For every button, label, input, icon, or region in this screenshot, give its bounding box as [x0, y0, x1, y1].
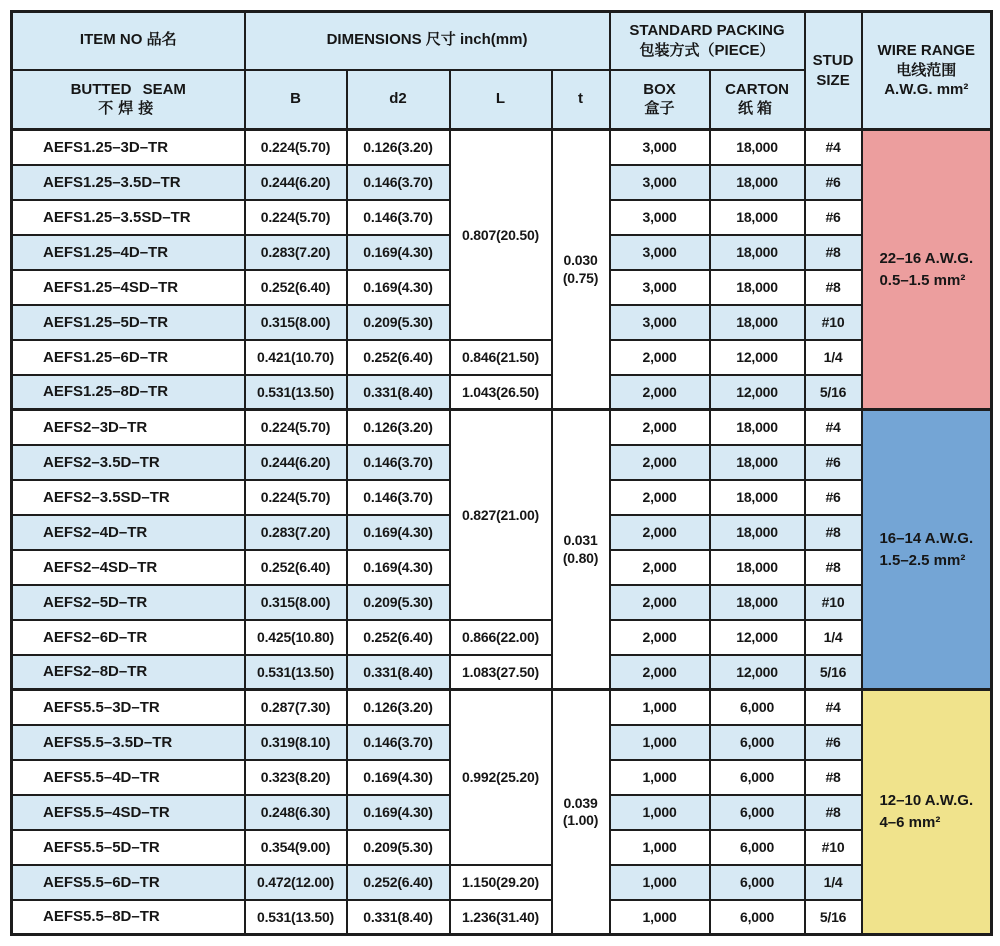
dim-d2-cell: 0.126(3.20) — [347, 410, 450, 445]
dim-b-cell: 0.252(6.40) — [245, 550, 347, 585]
header-col-b: B — [245, 70, 347, 130]
thickness-t-cell — [552, 410, 610, 690]
table-header — [12, 12, 992, 130]
dim-l-merged-cell: 0.827(21.00) — [450, 410, 552, 620]
wire-range-cell — [862, 410, 992, 690]
dim-d2-cell: 0.209(5.30) — [347, 585, 450, 620]
box-qty-cell: 1,000 — [610, 690, 710, 725]
wire-range-line: 0.5–1.5 mm² — [879, 271, 966, 289]
stud-size-cell: #8 — [805, 795, 862, 830]
box-qty-cell: 1,000 — [610, 725, 710, 760]
dim-d2-cell: 0.126(3.20) — [347, 130, 450, 165]
table-row — [12, 690, 992, 725]
carton-qty-cell: 18,000 — [710, 270, 805, 305]
box-qty-cell: 1,000 — [610, 865, 710, 900]
wire-range-line: 22–16 A.W.G. — [879, 249, 974, 267]
carton-qty-cell: 18,000 — [710, 445, 805, 480]
dim-d2-cell: 0.169(4.30) — [347, 795, 450, 830]
item-no-cell: AEFS1.25–8D–TR — [12, 375, 245, 410]
dim-b-cell: 0.283(7.20) — [245, 515, 347, 550]
carton-qty-cell: 18,000 — [710, 130, 805, 165]
item-no-cell: AEFS2–4SD–TR — [12, 550, 245, 585]
item-no-cell: AEFS5.5–4D–TR — [12, 760, 245, 795]
box-qty-cell: 3,000 — [610, 200, 710, 235]
dim-b-cell: 0.315(8.00) — [245, 305, 347, 340]
item-no-cell: AEFS2–6D–TR — [12, 620, 245, 655]
stud-size-cell: #4 — [805, 130, 862, 165]
stud-size-cell: #8 — [805, 270, 862, 305]
item-no-cell: AEFS2–4D–TR — [12, 515, 245, 550]
carton-qty-cell: 18,000 — [710, 410, 805, 445]
box-qty-cell: 3,000 — [610, 305, 710, 340]
header-standard-packing-en: STANDARD PACKING — [629, 22, 785, 40]
carton-qty-cell: 12,000 — [710, 655, 805, 690]
table-row — [12, 340, 992, 375]
dim-d2-cell: 0.146(3.70) — [347, 165, 450, 200]
box-qty-cell: 3,000 — [610, 270, 710, 305]
wire-range-line: 1.5–2.5 mm² — [879, 551, 966, 569]
dim-d2-cell: 0.146(3.70) — [347, 725, 450, 760]
carton-qty-cell: 6,000 — [710, 725, 805, 760]
dim-d2-cell: 0.169(4.30) — [347, 550, 450, 585]
thickness-line: (0.80) — [562, 549, 599, 566]
spec-table — [10, 10, 993, 936]
wire-range-cell — [862, 690, 992, 935]
dim-d2-cell: 0.169(4.30) — [347, 270, 450, 305]
header-dimensions: DIMENSIONS 尺寸 inch(mm) — [245, 12, 610, 70]
carton-qty-cell: 18,000 — [710, 165, 805, 200]
stud-size-cell: #8 — [805, 550, 862, 585]
header-butted-seam-en: BUTTED SEAM — [70, 80, 186, 98]
header-col-t: t — [552, 70, 610, 130]
header-stud-size-line1: STUD — [812, 52, 854, 69]
stud-size-cell: 1/4 — [805, 340, 862, 375]
dim-d2-cell: 0.146(3.70) — [347, 480, 450, 515]
dim-b-cell: 0.323(8.20) — [245, 760, 347, 795]
dim-l-cell: 0.846(21.50) — [450, 340, 552, 375]
dim-d2-cell: 0.169(4.30) — [347, 515, 450, 550]
item-no-cell: AEFS1.25–3.5SD–TR — [12, 200, 245, 235]
carton-qty-cell: 6,000 — [710, 760, 805, 795]
dim-d2-cell: 0.169(4.30) — [347, 760, 450, 795]
wire-range-text — [879, 528, 973, 572]
item-no-cell: AEFS1.25–4D–TR — [12, 235, 245, 270]
item-no-cell: AEFS5.5–4SD–TR — [12, 795, 245, 830]
header-box — [610, 70, 710, 130]
stud-size-cell: #6 — [805, 165, 862, 200]
item-no-cell: AEFS2–8D–TR — [12, 655, 245, 690]
stud-size-cell: #8 — [805, 760, 862, 795]
dim-b-cell: 0.287(7.30) — [245, 690, 347, 725]
item-no-cell: AEFS5.5–3D–TR — [12, 690, 245, 725]
carton-qty-cell: 18,000 — [710, 200, 805, 235]
header-col-l: L — [450, 70, 552, 130]
dim-l-cell: 0.866(22.00) — [450, 620, 552, 655]
stud-size-cell: #6 — [805, 445, 862, 480]
thickness-line: 0.039 — [563, 794, 598, 811]
header-box-cn: 盒子 — [644, 100, 675, 118]
wire-range-line: 16–14 A.W.G. — [879, 529, 974, 547]
stud-size-cell: #4 — [805, 690, 862, 725]
dim-l-merged-cell: 0.992(25.20) — [450, 690, 552, 865]
box-qty-cell: 2,000 — [610, 655, 710, 690]
header-butted-seam — [12, 70, 245, 130]
dim-b-cell: 0.244(6.20) — [245, 445, 347, 480]
item-no-cell: AEFS5.5–3.5D–TR — [12, 725, 245, 760]
box-qty-cell: 2,000 — [610, 375, 710, 410]
stud-size-cell: 5/16 — [805, 900, 862, 935]
header-carton-cn: 纸箱 — [738, 100, 777, 118]
dim-d2-cell: 0.252(6.40) — [347, 865, 450, 900]
item-no-cell: AEFS2–3.5SD–TR — [12, 480, 245, 515]
table-row — [12, 375, 992, 410]
item-no-cell: AEFS2–5D–TR — [12, 585, 245, 620]
dim-b-cell: 0.283(7.20) — [245, 235, 347, 270]
dim-l-cell: 1.043(26.50) — [450, 375, 552, 410]
wire-range-line: 12–10 A.W.G. — [879, 792, 974, 810]
box-qty-cell: 3,000 — [610, 235, 710, 270]
carton-qty-cell: 18,000 — [710, 515, 805, 550]
item-no-cell: AEFS2–3D–TR — [12, 410, 245, 445]
dim-b-cell: 0.421(10.70) — [245, 340, 347, 375]
dim-b-cell: 0.315(8.00) — [245, 585, 347, 620]
dim-b-cell: 0.472(12.00) — [245, 865, 347, 900]
dim-d2-cell: 0.331(8.40) — [347, 900, 450, 935]
thickness-t-cell — [552, 690, 610, 935]
stud-size-cell: 1/4 — [805, 620, 862, 655]
dim-l-cell: 1.083(27.50) — [450, 655, 552, 690]
thickness-t-cell — [552, 130, 610, 410]
table-row — [12, 655, 992, 690]
table-row — [12, 410, 992, 445]
header-wire-range-en: WIRE RANGE — [877, 42, 976, 60]
carton-qty-cell: 12,000 — [710, 620, 805, 655]
box-qty-cell: 2,000 — [610, 620, 710, 655]
item-no-cell: AEFS5.5–8D–TR — [12, 900, 245, 935]
dim-d2-cell: 0.169(4.30) — [347, 235, 450, 270]
dim-b-cell: 0.252(6.40) — [245, 270, 347, 305]
dim-b-cell: 0.531(13.50) — [245, 900, 347, 935]
carton-qty-cell: 6,000 — [710, 900, 805, 935]
stud-size-cell: #6 — [805, 725, 862, 760]
wire-range-cell — [862, 130, 992, 410]
item-no-cell: AEFS1.25–4SD–TR — [12, 270, 245, 305]
dim-b-cell: 0.224(5.70) — [245, 200, 347, 235]
dim-d2-cell: 0.252(6.40) — [347, 340, 450, 375]
dim-d2-cell: 0.331(8.40) — [347, 375, 450, 410]
header-wire-range — [862, 12, 992, 130]
stud-size-cell: #6 — [805, 480, 862, 515]
stud-size-cell: 5/16 — [805, 375, 862, 410]
thickness-line: (1.00) — [562, 812, 599, 828]
box-qty-cell: 2,000 — [610, 410, 710, 445]
dim-b-cell: 0.224(5.70) — [245, 410, 347, 445]
carton-qty-cell: 6,000 — [710, 830, 805, 865]
carton-qty-cell: 18,000 — [710, 305, 805, 340]
dim-b-cell: 0.531(13.50) — [245, 655, 347, 690]
carton-qty-cell: 6,000 — [710, 690, 805, 725]
dim-b-cell: 0.244(6.20) — [245, 165, 347, 200]
box-qty-cell: 2,000 — [610, 340, 710, 375]
dim-b-cell: 0.224(5.70) — [245, 130, 347, 165]
item-no-cell: AEFS1.25–3.5D–TR — [12, 165, 245, 200]
header-butted-seam-cn: 不焊接 — [98, 100, 159, 118]
dim-b-cell: 0.354(9.00) — [245, 830, 347, 865]
dim-b-cell: 0.531(13.50) — [245, 375, 347, 410]
header-wire-range-cn: 电线范围 — [896, 61, 957, 79]
dim-d2-cell: 0.146(3.70) — [347, 200, 450, 235]
item-no-cell: AEFS1.25–3D–TR — [12, 130, 245, 165]
carton-qty-cell: 18,000 — [710, 235, 805, 270]
dim-d2-cell: 0.209(5.30) — [347, 305, 450, 340]
dim-l-cell: 1.236(31.40) — [450, 900, 552, 935]
header-carton — [710, 70, 805, 130]
stud-size-cell: #8 — [805, 235, 862, 270]
stud-size-cell: #10 — [805, 305, 862, 340]
header-wire-range-unit: A.W.G. mm² — [884, 81, 969, 99]
stud-size-cell: #6 — [805, 200, 862, 235]
carton-qty-cell: 6,000 — [710, 795, 805, 830]
dim-d2-cell: 0.146(3.70) — [347, 445, 450, 480]
box-qty-cell: 2,000 — [610, 550, 710, 585]
stud-size-cell: #8 — [805, 515, 862, 550]
dim-b-cell: 0.248(6.30) — [245, 795, 347, 830]
dim-d2-cell: 0.209(5.30) — [347, 830, 450, 865]
thickness-line: 0.031 — [563, 532, 598, 548]
thickness-line: (0.75) — [562, 269, 599, 286]
box-qty-cell: 2,000 — [610, 515, 710, 550]
wire-range-text — [879, 248, 973, 292]
box-qty-cell: 2,000 — [610, 585, 710, 620]
box-qty-cell: 2,000 — [610, 445, 710, 480]
header-standard-packing-cn: 包装方式（PIECE） — [639, 41, 775, 59]
header-box-en: BOX — [643, 80, 676, 98]
dim-b-cell: 0.425(10.80) — [245, 620, 347, 655]
header-standard-packing — [610, 12, 805, 70]
box-qty-cell: 3,000 — [610, 165, 710, 200]
stud-size-cell: #10 — [805, 585, 862, 620]
dim-l-cell: 1.150(29.20) — [450, 865, 552, 900]
box-qty-cell: 1,000 — [610, 900, 710, 935]
item-no-cell: AEFS5.5–5D–TR — [12, 830, 245, 865]
item-no-cell: AEFS1.25–5D–TR — [12, 305, 245, 340]
stud-size-cell: 1/4 — [805, 865, 862, 900]
carton-qty-cell: 18,000 — [710, 550, 805, 585]
item-no-cell: AEFS1.25–6D–TR — [12, 340, 245, 375]
table-row — [12, 900, 992, 935]
header-item-no: ITEM NO 品名 — [12, 12, 245, 70]
box-qty-cell: 1,000 — [610, 830, 710, 865]
thickness-line: 0.030 — [563, 252, 598, 268]
dim-d2-cell: 0.331(8.40) — [347, 655, 450, 690]
header-stud-size — [805, 12, 862, 130]
header-stud-size-line2: SIZE — [816, 71, 850, 89]
stud-size-cell: 5/16 — [805, 655, 862, 690]
stud-size-cell: #4 — [805, 410, 862, 445]
item-no-cell: AEFS5.5–6D–TR — [12, 865, 245, 900]
dim-l-merged-cell: 0.807(20.50) — [450, 130, 552, 340]
carton-qty-cell: 6,000 — [710, 865, 805, 900]
box-qty-cell: 1,000 — [610, 795, 710, 830]
wire-range-line: 4–6 mm² — [879, 814, 941, 831]
item-no-cell: AEFS2–3.5D–TR — [12, 445, 245, 480]
carton-qty-cell: 12,000 — [710, 340, 805, 375]
table-body — [12, 130, 992, 935]
stud-size-cell: #10 — [805, 830, 862, 865]
header-row-1 — [12, 12, 992, 70]
dim-d2-cell: 0.252(6.40) — [347, 620, 450, 655]
carton-qty-cell: 12,000 — [710, 375, 805, 410]
carton-qty-cell: 18,000 — [710, 585, 805, 620]
table-row — [12, 620, 992, 655]
dim-d2-cell: 0.126(3.20) — [347, 690, 450, 725]
header-col-d2: d2 — [347, 70, 450, 130]
dim-b-cell: 0.319(8.10) — [245, 725, 347, 760]
box-qty-cell: 3,000 — [610, 130, 710, 165]
carton-qty-cell: 18,000 — [710, 480, 805, 515]
box-qty-cell: 2,000 — [610, 480, 710, 515]
box-qty-cell: 1,000 — [610, 760, 710, 795]
table-row — [12, 865, 992, 900]
wire-range-text — [879, 790, 973, 834]
table-row — [12, 130, 992, 165]
header-carton-en: CARTON — [725, 80, 789, 98]
dim-b-cell: 0.224(5.70) — [245, 480, 347, 515]
